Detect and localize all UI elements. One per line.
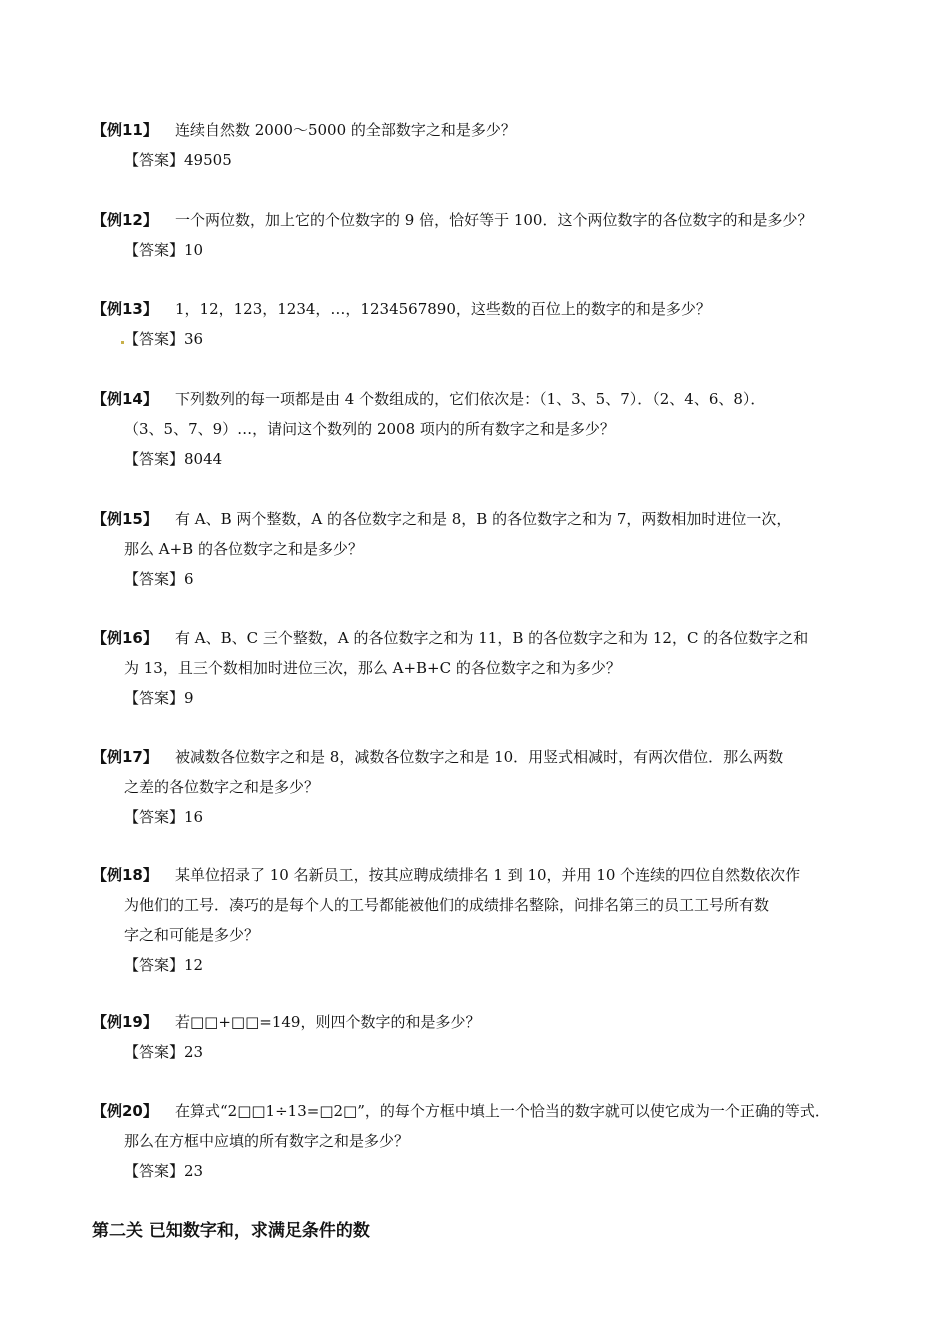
answer-value: 10 xyxy=(184,241,204,259)
example-label: 【例13】 xyxy=(92,300,158,318)
question-text: 若□□+□□=149，则四个数字的和是多少？ xyxy=(175,1013,481,1031)
answer-value: 23 xyxy=(184,1162,204,1180)
question-continuation: 字之和可能是多少？ xyxy=(124,926,260,944)
question-text: 下列数列的每一项都是由 4 个数组成的，它们依次是：（1、3、5、7）．（2、4、6、8）． xyxy=(175,390,766,408)
answer-value: 23 xyxy=(184,1043,204,1061)
answer-value: 8044 xyxy=(184,450,223,468)
answer-value: 36 xyxy=(184,330,204,348)
answer-label: 【答案】 xyxy=(124,241,185,259)
answer-value: 49505 xyxy=(184,151,232,169)
answer-label: 【答案】 xyxy=(124,450,185,468)
question-line xyxy=(92,115,872,145)
example-label: 【例11】 xyxy=(92,121,158,139)
example-label: 【例12】 xyxy=(92,211,158,229)
question-text: 有 A、B 两个整数，A 的各位数字之和是 8，B 的各位数字之和为 7，两数相加时进位一次， xyxy=(175,510,792,528)
answer-label: 【答案】 xyxy=(124,1162,185,1180)
answer-line xyxy=(92,802,872,832)
example-label: 【例17】 xyxy=(92,748,158,766)
answer-label: 【答案】 xyxy=(124,808,185,826)
example-18 xyxy=(92,860,872,980)
example-14 xyxy=(92,384,872,474)
question-line xyxy=(92,1007,872,1037)
answer-line xyxy=(92,564,872,594)
question-continuation: 那么 A+B 的各位数字之和是多少？ xyxy=(124,540,363,558)
question-line xyxy=(92,384,872,414)
answer-label: 【答案】 xyxy=(124,151,185,169)
question-line xyxy=(92,504,872,534)
question-continuation: （3、5、7、9）…，请问这个数列的 2008 项内的所有数字之和是多少？ xyxy=(124,420,615,438)
answer-label: 【答案】 xyxy=(124,570,185,588)
example-11 xyxy=(92,115,872,175)
example-17 xyxy=(92,742,872,832)
example-13 xyxy=(92,294,872,354)
question-line xyxy=(92,294,872,324)
question-line xyxy=(92,860,872,890)
answer-line xyxy=(92,444,872,474)
question-continuation: 为他们的工号．凑巧的是每个人的工号都能被他们的成绩排名整除，问排名第三的员工工号所有数 xyxy=(124,896,770,914)
example-19 xyxy=(92,1007,872,1067)
question-continuation: 之差的各位数字之和是多少？ xyxy=(124,778,320,796)
answer-value: 12 xyxy=(184,956,204,974)
answer-value: 9 xyxy=(184,689,194,707)
question-line xyxy=(92,623,872,653)
example-15 xyxy=(92,504,872,594)
answer-line xyxy=(92,145,872,175)
example-16 xyxy=(92,623,872,713)
question-text: 在算式“2□□1÷13=□2□”，的每个方框中填上一个恰当的数字就可以使它成为一个正确的等式． xyxy=(175,1102,830,1120)
answer-line xyxy=(92,950,872,980)
answer-label: 【答案】 xyxy=(124,956,185,974)
question-line xyxy=(92,1096,872,1126)
answer-line xyxy=(92,1156,872,1186)
example-label: 【例14】 xyxy=(92,390,158,408)
example-12 xyxy=(92,205,872,265)
answer-line xyxy=(92,235,872,265)
example-label: 【例15】 xyxy=(92,510,158,528)
answer-line xyxy=(92,1037,872,1067)
question-text: 1，12，123，1234，…，1234567890，这些数的百位上的数字的和是多少？ xyxy=(175,300,711,318)
answer-line xyxy=(92,683,872,713)
example-label: 【例20】 xyxy=(92,1102,158,1120)
answer-line xyxy=(92,324,872,354)
question-continuation: 为 13，且三个数相加时进位三次，那么 A+B+C 的各位数字之和为多少？ xyxy=(124,659,621,677)
section-title: 第二关 已知数字和，求满足条件的数 xyxy=(92,1221,370,1241)
answer-label: 【答案】 xyxy=(124,330,185,348)
example-label: 【例16】 xyxy=(92,629,158,647)
margin-mark xyxy=(121,341,124,344)
answer-label: 【答案】 xyxy=(124,689,185,707)
example-label: 【例19】 xyxy=(92,1013,158,1031)
question-text: 某单位招录了 10 名新员工，按其应聘成绩排名 1 到 10，并用 10 个连续的四位自然数依次作 xyxy=(175,866,801,884)
question-text: 有 A、B、C 三个整数，A 的各位数字之和为 11，B 的各位数字之和为 12，C 的各位数字之和 xyxy=(175,629,809,647)
answer-label: 【答案】 xyxy=(124,1043,185,1061)
question-line xyxy=(92,205,872,235)
answer-value: 16 xyxy=(184,808,204,826)
example-label: 【例18】 xyxy=(92,866,158,884)
answer-value: 6 xyxy=(184,570,194,588)
question-line xyxy=(92,742,872,772)
question-text: 被减数各位数字之和是 8，减数各位数字之和是 10．用竖式相减时，有两次借位．那么两数 xyxy=(175,748,784,766)
question-text: 连续自然数 2000～5000 的全部数字之和是多少？ xyxy=(175,121,516,139)
question-continuation: 那么在方框中应填的所有数字之和是多少？ xyxy=(124,1132,410,1150)
example-20 xyxy=(92,1096,872,1186)
question-text: 一个两位数，加上它的个位数字的 9 倍，恰好等于 100．这个两位数字的各位数字的和是多少？ xyxy=(175,211,813,229)
